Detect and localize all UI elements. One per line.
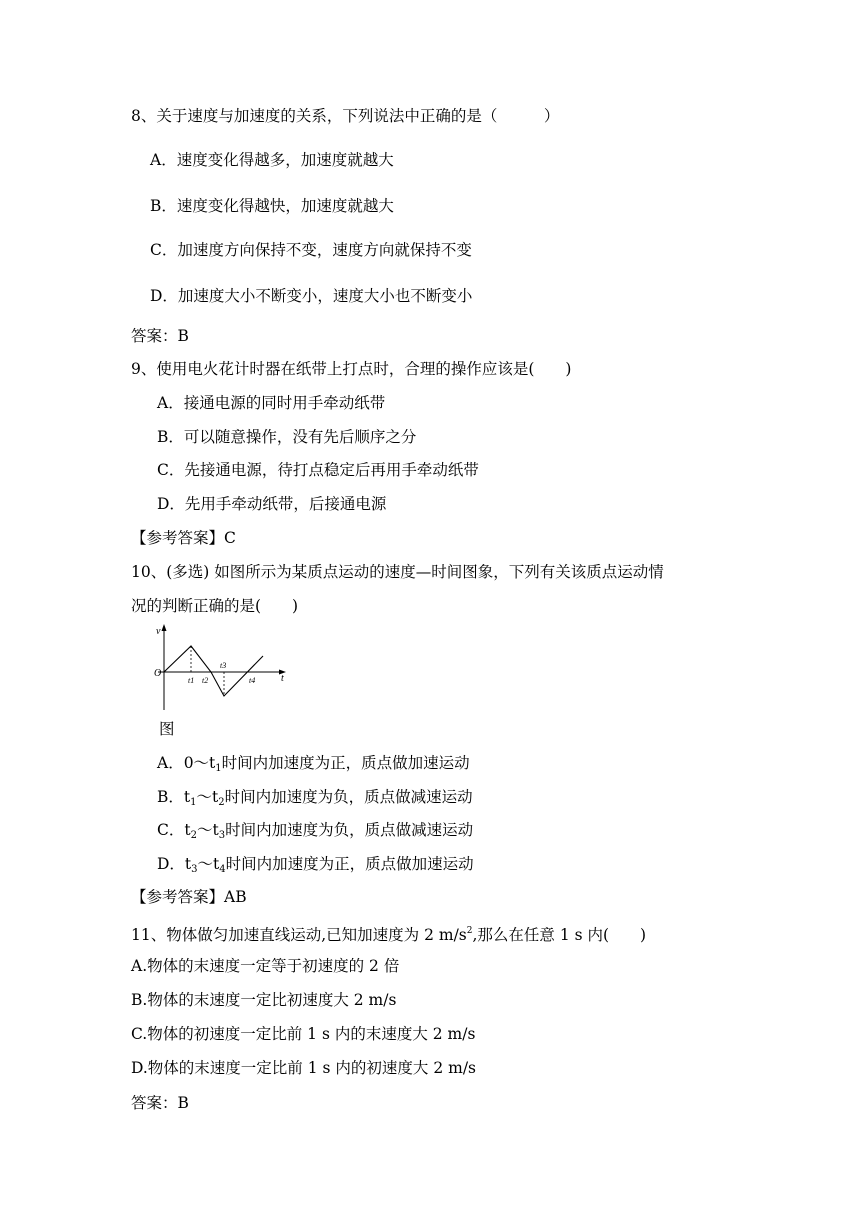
- q10-stem-line1: 10、(多选) 如图所示为某质点运动的速度—时间图象，下列有关该质点运动情: [131, 563, 664, 581]
- t4-label: t4: [249, 676, 256, 685]
- q11-option-c: C.物体的初速度一定比前 1 s 内的末速度大 2 m/s: [131, 1025, 476, 1043]
- t3-label: t3: [220, 661, 227, 670]
- q8-option-a: A．速度变化得越多，加速度就越大: [150, 151, 394, 169]
- q10-option-d: D．$t_3\sim t_4$时间内加速度为正，质点做加速运动: [157, 855, 474, 875]
- q10-option-a: A．$0\sim t_1$时间内加速度为正，质点做加速运动: [157, 754, 470, 774]
- v-axis-arrow: [162, 624, 167, 631]
- q9-answer: 【参考答案】C: [131, 529, 236, 547]
- q10-option-c: C．$t_2\sim t_3$时间内加速度为负，质点做减速运动: [157, 821, 474, 841]
- q10-option-b: B．$t_1\sim t_2$时间内加速度为负，质点做减速运动: [157, 788, 473, 808]
- q11-answer: 答案：B: [131, 1094, 189, 1112]
- q9-option-d: D．先用手牵动纸带，后接通电源: [157, 495, 387, 513]
- q8-answer: 答案：B: [131, 327, 189, 345]
- q8-stem: 8、关于速度与加速度的关系，下列说法中正确的是（ ）: [131, 107, 560, 125]
- origin-label: O: [154, 668, 162, 679]
- q10-stem-line2: 况的判断正确的是( ): [131, 597, 299, 615]
- t-label: t: [281, 673, 284, 684]
- q9-option-a: A．接通电源的同时用手牵动纸带: [157, 394, 386, 412]
- q11-option-d: D.物体的末速度一定比前 1 s 内的初速度大 2 m/s: [131, 1059, 476, 1077]
- q10-answer: 【参考答案】AB: [131, 888, 247, 906]
- q11-option-a: A.物体的末速度一定等于初速度的 2 倍: [131, 957, 400, 975]
- t2-label: t2: [202, 676, 209, 685]
- velocity-time-graph: [150, 622, 290, 712]
- q9-option-b: B．可以随意操作，没有先后顺序之分: [157, 428, 417, 446]
- q8-option-d: D．加速度大小不断变小，速度大小也不断变小: [150, 287, 473, 305]
- q10-figure-caption: 图: [159, 720, 175, 738]
- q11-stem: 11、物体做匀加速直线运动,已知加速度为 2 $m/s^2$,那么在任意 1 s 内( ): [131, 926, 647, 944]
- q11-option-b: B.物体的末速度一定比初速度大 2 m/s: [131, 991, 397, 1009]
- t1-label: t1: [188, 676, 195, 685]
- q9-option-c: C．先接通电源，待打点稳定后再用手牵动纸带: [157, 461, 479, 479]
- q9-stem: 9、使用电火花计时器在纸带上打点时，合理的操作应该是( ): [131, 360, 572, 378]
- v-label: v: [156, 626, 161, 637]
- q8-option-b: B．速度变化得越快，加速度就越大: [150, 197, 394, 215]
- q8-option-c: C．加速度方向保持不变，速度方向就保持不变: [150, 241, 472, 259]
- velocity-curve: [164, 646, 263, 696]
